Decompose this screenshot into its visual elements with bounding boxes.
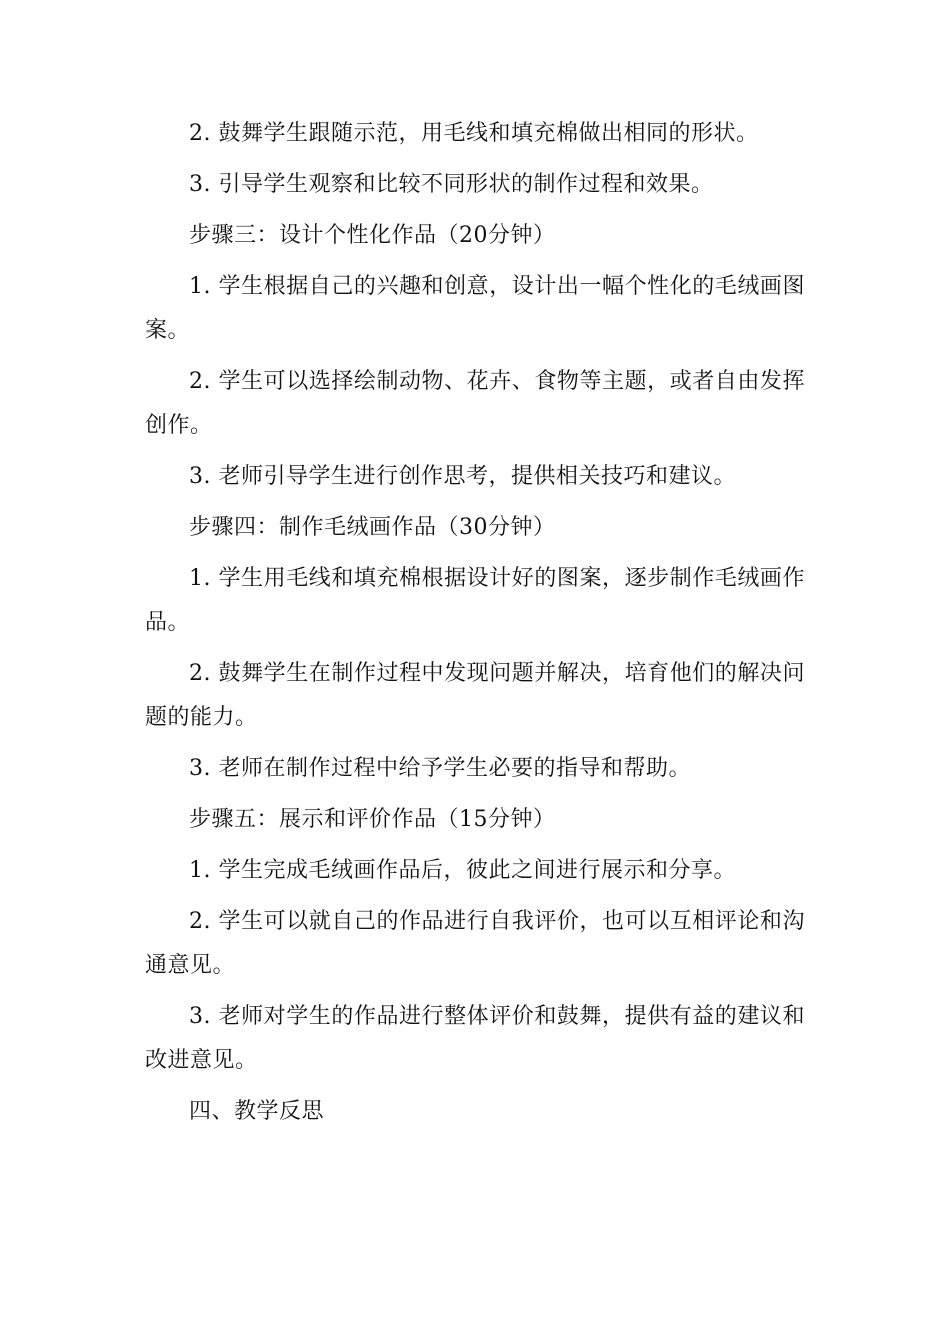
paragraph-step5-item1: 1. 学生完成毛绒画作品后，彼此之间进行展示和分享。 — [189, 858, 736, 883]
heading-step4: 步骤四：制作毛绒画作品（30分钟） — [189, 515, 556, 540]
paragraph-step2-item3: 3. 引导学生观察和比较不同形状的制作过程和效果。 — [189, 172, 714, 197]
paragraph-step3-item1: 1. 学生根据自己的兴趣和创意，设计出一幅个性化的毛绒画图案。 — [145, 274, 805, 343]
heading-step3: 步骤三：设计个性化作品（20分钟） — [189, 223, 556, 248]
paragraph-step3-item3: 3. 老师引导学生进行创作思考，提供相关技巧和建议。 — [189, 464, 736, 489]
paragraph-step4-item3: 3. 老师在制作过程中给予学生必要的指导和帮助。 — [189, 756, 691, 781]
paragraph-step3-item2: 2. 学生可以选择绘制动物、花卉、食物等主题，或者自由发挥创作。 — [145, 369, 805, 438]
section-heading-reflection: 四、教学反思 — [189, 1099, 325, 1124]
document-body — [145, 112, 805, 1134]
paragraph-step2-item2: 2. 鼓舞学生跟随示范，用毛线和填充棉做出相同的形状。 — [189, 121, 759, 146]
paragraph-step5-item2: 2. 学生可以就自己的作品进行自我评价，也可以互相评论和沟通意见。 — [145, 909, 805, 978]
heading-step5: 步骤五：展示和评价作品（15分钟） — [189, 807, 556, 832]
paragraph-step4-item1: 1. 学生用毛线和填充棉根据设计好的图案，逐步制作毛绒画作品。 — [145, 566, 805, 635]
paragraph-step4-item2: 2. 鼓舞学生在制作过程中发现问题并解决，培育他们的解决问题的能力。 — [145, 661, 805, 730]
paragraph-step5-item3: 3. 老师对学生的作品进行整体评价和鼓舞，提供有益的建议和改进意见。 — [145, 1004, 805, 1073]
